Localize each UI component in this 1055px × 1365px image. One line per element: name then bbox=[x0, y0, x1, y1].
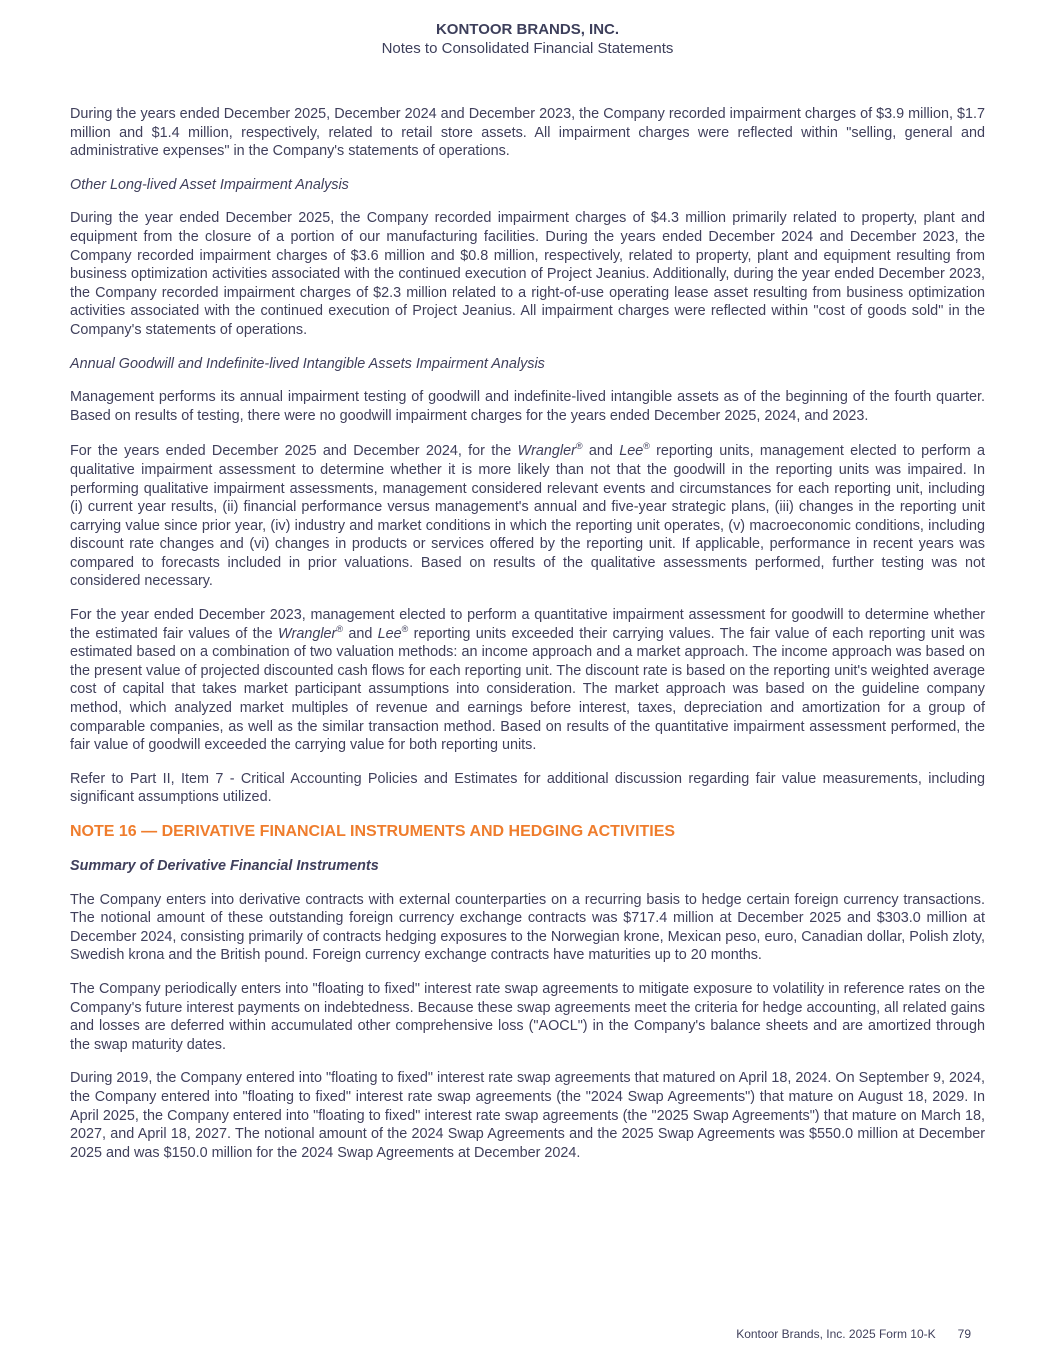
other-impairment-paragraph: During the year ended December 2025, the Company recorded impairment charges of $4.3 million primarily related to property, plant and equipment from the closure of a portion of our manufacturing facilities. During the years ended December 2024 and December 2023, the Company recorded impairment charges of $3.6 million and $0.8 million, respectively, related to property, plant and equipment resulting from business optimization activities associated with the continued execution of Project Jeanius. Additionally, during the year ended December 2023, the Company recorded impairment charges of $2.3 million related to a right-of-use operating lease asset resulting from business optimization activities associated with the continued execution of Project Jeanius. All impairment charges were reflected within "cost of goods sold" in the Company's statements of operations. bbox=[70, 210, 985, 338]
registered-mark: ® bbox=[575, 441, 583, 452]
refer-paragraph: Refer to Part II, Item 7 - Critical Accounting Policies and Estimates for additional discussion regarding fair value measurements, including significant assumptions utilized. bbox=[70, 770, 985, 806]
page-content bbox=[70, 105, 985, 1162]
quantitative-intro-text: For the year ended December 2023, management elected to perform a quantitative impairment assessment for goodwill to determine whether the estimated fair values of the bbox=[70, 607, 985, 642]
note-16-heading: NOTE 16 — DERIVATIVE FINANCIAL INSTRUMENTS AND HEDGING ACTIVITIES bbox=[70, 823, 676, 840]
wrangler-brand: Wrangler bbox=[277, 625, 337, 642]
quantitative-rest-text: reporting units exceeded their carrying values. The fair value of each reporting unit was estimated based on a combination of two valuation methods: an income approach and a market approach. The income approach was based on the present value of projected discounted cash flows for each reporting unit. The discount rate is based on the reporting unit's weighted average cost of capital that takes market participant assumptions into consideration. The market approach was based on the guideline company method, which analyzed market multiples of revenue and earnings before interest, taxes, depreciation and amortization for a group of comparable companies, as well as the similar transaction method. Based on results of the quantitative impairment assessment performed, the fair value of goodwill exceeded the carrying value for both reporting units. bbox=[70, 625, 985, 754]
registered-mark: ® bbox=[643, 441, 650, 452]
quantitative-assessment-paragraph bbox=[70, 606, 985, 755]
qualitative-rest-text: reporting units, management elected to perform a qualitative impairment assessment to determine whether it is more likely than not that the goodwill in the reporting units was impaired. In performing qualitative impairment assessments, management considered relevant events and circumstances for each reporting unit, including (i) current year results, (ii) financial performance versus management's annual and five-year strategic plans, (iii) changes in the reporting unit carrying value since prior year, (iv) industry and market conditions in which the reporting unit operates, (v) macroeconomic conditions, including discount rate changes and (vi) changes in products or services offered by the reporting unit. If applicable, performance in recent years was compared to forecasts included in prior valuations. Based on results of the qualitative assessments performed, further testing was not considered necessary. bbox=[70, 443, 986, 590]
registered-mark: ® bbox=[401, 623, 409, 634]
swap-history-paragraph: During 2019, the Company entered into "floating to fixed" interest rate swap agreements that matured on April 18, 2024. On September 9, 2024, the Company entered into "floating to fixed" interest rate swap agreements (the "2024 Swap Agreements") that mature on August 18, 2029. In April 2025, the Company entered into "floating to fixed" interest rate swap agreements (the "2025 Swap Agreements") that mature on March 18, 2027, and April 18, 2027. The notional amount of the 2024 Swap Agreements and the 2025 Swap Agreements was $550.0 million at December 2025 and was $150.0 million for the 2024 Swap Agreements at December 2024. bbox=[70, 1070, 985, 1161]
goodwill-impairment-heading: Annual Goodwill and Indefinite-lived Intangible Assets Impairment Analysis bbox=[70, 355, 545, 372]
lee-brand: Lee bbox=[619, 443, 644, 460]
footer-label: Kontoor Brands, Inc. 2025 Form 10-K bbox=[736, 1327, 936, 1341]
document-subtitle: Notes to Consolidated Financial Statements bbox=[381, 40, 674, 57]
lee-brand: Lee bbox=[377, 625, 402, 642]
derivative-summary-heading: Summary of Derivative Financial Instruments bbox=[70, 858, 379, 874]
page-header bbox=[0, 20, 1055, 58]
other-impairment-heading: Other Long-lived Asset Impairment Analysis bbox=[70, 176, 349, 193]
wrangler-brand: Wrangler bbox=[517, 443, 576, 460]
conjunction-text: and bbox=[348, 625, 373, 642]
qualitative-intro-text: For the years ended December 2025 and December 2024, for the bbox=[70, 443, 512, 460]
conjunction-text: and bbox=[588, 443, 613, 460]
page-footer bbox=[736, 1327, 971, 1342]
registered-mark: ® bbox=[336, 623, 343, 634]
fx-contracts-paragraph: The Company enters into derivative contracts with external counterparties on a recurring basis to hedge certain foreign currency transactions. The notional amount of these outstanding foreign currency exchange contracts was $717.4 million at December 2025 and $303.0 million at December 2024, consisting primarily of contracts hedging exposures to the Norwegian krone, Mexican peso, euro, Canadian dollar, Polish zloty, Swedish krona and the British pound. Foreign currency exchange contracts have maturities up to 20 months. bbox=[70, 891, 985, 964]
company-name: KONTOOR BRANDS, INC. bbox=[435, 21, 620, 38]
qualitative-assessment-paragraph bbox=[70, 442, 985, 591]
page-number: 79 bbox=[957, 1327, 971, 1341]
swap-agreements-paragraph: The Company periodically enters into "floating to fixed" interest rate swap agreements to mitigate exposure to volatility in reference rates on the Company's future interest payments on indebtedness. Because these swap agreements meet the criteria for hedge accounting, all related gains and losses are deferred within accumulated other comprehensive loss ("AOCL") in the Company's balance sheets and are amortized through the swap maturity dates. bbox=[70, 980, 985, 1053]
retail-impairment-paragraph: During the years ended December 2025, December 2024 and December 2023, the Company recorded impairment charges of $3.9 million, $1.7 million and $1.4 million, respectively, related to retail store assets. All impairment charges were reflected within "selling, general and administrative expenses" in the Company's statements of operations. bbox=[70, 106, 985, 160]
goodwill-impairment-paragraph: Management performs its annual impairment testing of goodwill and indefinite-lived intangible assets as of the beginning of the fourth quarter. Based on results of testing, there were no goodwill impairment charges for the years ended December 2025, 2024, and 2023. bbox=[70, 389, 985, 424]
